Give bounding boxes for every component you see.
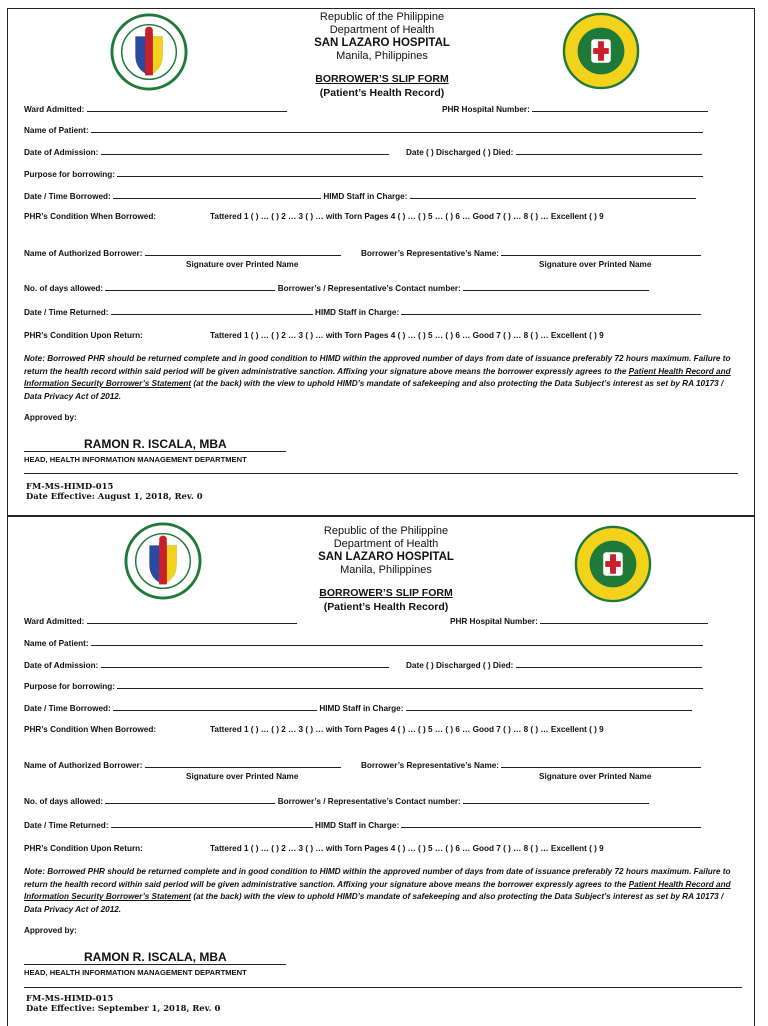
date-discharged-row bbox=[406, 147, 702, 157]
ward-admitted-field[interactable] bbox=[87, 104, 287, 112]
representative-field[interactable] bbox=[501, 760, 701, 768]
representative-signature-caption: Signature over Printed Name bbox=[539, 772, 652, 781]
form-title bbox=[12, 587, 760, 613]
phr-number-field[interactable] bbox=[540, 616, 708, 624]
himd-staff-field[interactable] bbox=[406, 703, 692, 711]
patient-name-field[interactable] bbox=[91, 125, 703, 133]
form-title-sub: (Patient’s Health Record) bbox=[323, 601, 449, 613]
himd-staff-return-field[interactable] bbox=[401, 307, 701, 315]
himd-staff-return-field[interactable] bbox=[401, 820, 701, 828]
phr-number-field[interactable] bbox=[532, 104, 708, 112]
borrower-statement-reference: Patient Health Record and Information Security Borrower’s Statement bbox=[24, 879, 731, 901]
date-admission-field[interactable] bbox=[101, 147, 389, 155]
himd-staff-return-label: HIMD Staff in Charge: bbox=[315, 821, 400, 830]
representative-row bbox=[361, 248, 701, 258]
form-footer bbox=[26, 481, 203, 501]
approver-signature-line bbox=[24, 437, 286, 452]
contact-number-field[interactable] bbox=[463, 283, 649, 291]
section-divider bbox=[24, 987, 742, 988]
form-title bbox=[8, 73, 756, 99]
condition-return-row bbox=[24, 331, 143, 340]
authorized-borrower-label: Name of Authorized Borrower: bbox=[24, 761, 143, 770]
department-line: Department of Health bbox=[333, 538, 439, 550]
himd-staff-return-label: HIMD Staff in Charge: bbox=[315, 308, 400, 317]
days-allowed-label: No. of days allowed: bbox=[24, 797, 104, 806]
days-allowed-row bbox=[24, 796, 649, 806]
date-admission-row bbox=[24, 147, 389, 157]
himd-staff-label: HIMD Staff in Charge: bbox=[319, 704, 404, 713]
date-admission-label: Date of Admission: bbox=[24, 148, 99, 157]
date-borrowed-label: Date / Time Borrowed: bbox=[24, 704, 111, 713]
authorized-borrower-field[interactable] bbox=[145, 248, 341, 256]
contact-number-label: Borrower’s / Representative’s Contact number: bbox=[277, 284, 461, 293]
days-allowed-field[interactable] bbox=[105, 283, 275, 291]
date-returned-label: Date / Time Returned: bbox=[24, 821, 109, 830]
authorized-borrower-row bbox=[24, 760, 341, 770]
purpose-row bbox=[24, 169, 703, 179]
hospital-name: SAN LAZARO HOSPITAL bbox=[318, 551, 454, 563]
date-returned-row bbox=[24, 820, 701, 830]
authorized-borrower-row bbox=[24, 248, 341, 258]
condition-borrowed-label: PHR’s Condition When Borrowed: bbox=[24, 212, 157, 221]
date-admission-field[interactable] bbox=[101, 660, 389, 668]
condition-borrowed-row bbox=[24, 725, 156, 734]
date-borrowed-field[interactable] bbox=[113, 703, 317, 711]
city-line: Manila, Philippines bbox=[340, 564, 432, 576]
condition-borrowed-row bbox=[24, 212, 156, 221]
date-discharged-field[interactable] bbox=[516, 660, 702, 668]
form-code: FM-MS-HIMD-015 bbox=[26, 481, 114, 491]
purpose-field[interactable] bbox=[117, 169, 703, 177]
date-discharged-label: Date ( ) Discharged ( ) Died: bbox=[406, 148, 514, 157]
borrowing-note bbox=[24, 866, 738, 916]
department-line: Department of Health bbox=[329, 24, 435, 36]
form-code: FM-MS-HIMD-015 bbox=[26, 993, 114, 1003]
patient-name-row bbox=[24, 125, 703, 135]
approver-position: HEAD, HEALTH INFORMATION MANAGEMENT DEPARTMENT bbox=[24, 968, 247, 977]
days-allowed-field[interactable] bbox=[105, 796, 275, 804]
ward-admitted-row bbox=[24, 616, 297, 626]
approver-position: HEAD, HEALTH INFORMATION MANAGEMENT DEPARTMENT bbox=[24, 455, 247, 464]
borrower-slip-1 bbox=[7, 8, 755, 516]
phr-number-label: PHR Hospital Number: bbox=[450, 617, 538, 626]
date-effective: Date Effective: September 1, 2018, Rev. 0 bbox=[26, 1003, 221, 1013]
days-allowed-row bbox=[24, 283, 649, 293]
phr-number-row bbox=[442, 104, 708, 114]
condition-return-label: PHR’s Condition Upon Return: bbox=[24, 331, 143, 340]
form-title-main: BORROWER’S SLIP FORM bbox=[315, 73, 449, 85]
republic-line: Republic of the Philippine bbox=[319, 11, 445, 23]
borrower-signature-caption: Signature over Printed Name bbox=[186, 772, 299, 781]
date-borrowed-row bbox=[24, 191, 696, 201]
approver-name: RAMON R. ISCALA, MBA bbox=[84, 437, 227, 451]
purpose-field[interactable] bbox=[117, 681, 703, 689]
himd-staff-field[interactable] bbox=[410, 191, 696, 199]
himd-staff-label: HIMD Staff in Charge: bbox=[323, 192, 408, 201]
form-footer bbox=[26, 993, 220, 1013]
purpose-label: Purpose for borrowing: bbox=[24, 170, 115, 179]
ward-admitted-label: Ward Admitted: bbox=[24, 105, 85, 114]
ward-admitted-label: Ward Admitted: bbox=[24, 617, 85, 626]
condition-borrowed-scale[interactable]: Tattered 1 ( ) … ( ) 2 … 3 ( ) … with Torn Pages 4 ( ) … ( ) 5 … ( ) 6 … Good 7 ( ) … 8 ( ) … Excellent ( ) 9 bbox=[210, 212, 604, 221]
date-discharged-row bbox=[406, 660, 702, 670]
note-text-1: Note: Borrowed PHR should be returned complete and in good condition to HIMD within the approved number of days from date of issuance preferably 72 hours maximum. Failure to return the health record within said period will be given administrative sanction. Affixing your signature above means the borrower expressly agrees to the bbox=[24, 867, 731, 889]
note-text-2: (at the back) with the view to uphold HIMD’s mandate of safekeeping and also protecting the Data Subject’s interest as set by RA 10173 / Data Privacy Act of 2012. bbox=[24, 379, 724, 401]
date-effective: Date Effective: August 1, 2018, Rev. 0 bbox=[26, 491, 203, 501]
borrowing-note bbox=[24, 353, 738, 403]
days-allowed-label: No. of days allowed: bbox=[24, 284, 104, 293]
representative-row bbox=[361, 760, 701, 770]
borrower-signature-caption: Signature over Printed Name bbox=[186, 260, 299, 269]
letterhead bbox=[8, 11, 756, 63]
patient-name-label: Name of Patient: bbox=[24, 126, 89, 135]
representative-label: Borrower’s Representative’s Name: bbox=[361, 249, 500, 258]
contact-number-label: Borrower’s / Representative’s Contact number: bbox=[277, 797, 461, 806]
condition-borrowed-label: PHR’s Condition When Borrowed: bbox=[24, 725, 157, 734]
borrower-statement-reference: Patient Health Record and Information Security Borrower’s Statement bbox=[24, 366, 731, 388]
date-returned-field[interactable] bbox=[111, 820, 313, 828]
ward-admitted-field[interactable] bbox=[87, 616, 297, 624]
form-title-sub: (Patient’s Health Record) bbox=[319, 87, 445, 99]
representative-field[interactable] bbox=[501, 248, 701, 256]
authorized-borrower-field[interactable] bbox=[145, 760, 341, 768]
purpose-label: Purpose for borrowing: bbox=[24, 682, 115, 691]
date-borrowed-field[interactable] bbox=[113, 191, 321, 199]
republic-line: Republic of the Philippine bbox=[323, 525, 449, 537]
purpose-row bbox=[24, 681, 703, 691]
condition-return-label: PHR’s Condition Upon Return: bbox=[24, 844, 143, 853]
phr-number-label: PHR Hospital Number: bbox=[442, 105, 530, 114]
ward-admitted-row bbox=[24, 104, 287, 114]
form-title-main: BORROWER’S SLIP FORM bbox=[319, 587, 453, 599]
date-admission-row bbox=[24, 660, 389, 670]
date-returned-row bbox=[24, 307, 701, 317]
date-borrowed-label: Date / Time Borrowed: bbox=[24, 192, 111, 201]
approved-by-label: Approved by: bbox=[24, 413, 77, 422]
approver-signature-line bbox=[24, 950, 286, 965]
date-returned-field[interactable] bbox=[111, 307, 313, 315]
authorized-borrower-label: Name of Authorized Borrower: bbox=[24, 249, 143, 258]
date-discharged-label: Date ( ) Discharged ( ) Died: bbox=[406, 661, 514, 670]
representative-label: Borrower’s Representative’s Name: bbox=[361, 761, 500, 770]
date-admission-label: Date of Admission: bbox=[24, 661, 99, 670]
note-text-2: (at the back) with the view to uphold HIMD’s mandate of safekeeping and also protecting the Data Subject’s interest as set by RA 10173 / Data Privacy Act of 2012. bbox=[24, 892, 724, 914]
letterhead bbox=[12, 525, 760, 577]
date-discharged-field[interactable] bbox=[516, 147, 702, 155]
approved-by-label: Approved by: bbox=[24, 926, 77, 935]
contact-number-field[interactable] bbox=[463, 796, 649, 804]
patient-name-row bbox=[24, 638, 703, 648]
condition-return-row bbox=[24, 844, 143, 853]
date-borrowed-row bbox=[24, 703, 692, 713]
approver-name: RAMON R. ISCALA, MBA bbox=[84, 950, 227, 964]
borrower-slip-2 bbox=[7, 516, 755, 1026]
patient-name-label: Name of Patient: bbox=[24, 639, 89, 648]
section-divider bbox=[24, 473, 738, 474]
patient-name-field[interactable] bbox=[91, 638, 703, 646]
representative-signature-caption: Signature over Printed Name bbox=[539, 260, 652, 269]
date-returned-label: Date / Time Returned: bbox=[24, 308, 109, 317]
phr-number-row bbox=[450, 616, 708, 626]
city-line: Manila, Philippines bbox=[336, 50, 428, 62]
condition-borrowed-scale[interactable]: Tattered 1 ( ) … ( ) 2 … 3 ( ) … with Torn Pages 4 ( ) … ( ) 5 … ( ) 6 … Good 7 ( ) … 8 ( ) … Excellent ( ) 9 bbox=[210, 725, 604, 734]
condition-return-scale[interactable]: Tattered 1 ( ) … ( ) 2 … 3 ( ) … with Torn Pages 4 ( ) … ( ) 5 … ( ) 6 … Good 7 ( ) … 8 ( ) … Excellent ( ) 9 bbox=[210, 844, 604, 853]
note-text-1: Note: Borrowed PHR should be returned complete and in good condition to HIMD within the approved number of days from date of issuance preferably 72 hours maximum. Failure to return the health record within said period will be given administrative sanction. Affixing your signature above means the borrower expressly agrees to the bbox=[24, 354, 731, 376]
hospital-name: SAN LAZARO HOSPITAL bbox=[314, 37, 450, 49]
condition-return-scale[interactable]: Tattered 1 ( ) … ( ) 2 … 3 ( ) … with Torn Pages 4 ( ) … ( ) 5 … ( ) 6 … Good 7 ( ) … 8 ( ) … Excellent ( ) 9 bbox=[210, 331, 604, 340]
